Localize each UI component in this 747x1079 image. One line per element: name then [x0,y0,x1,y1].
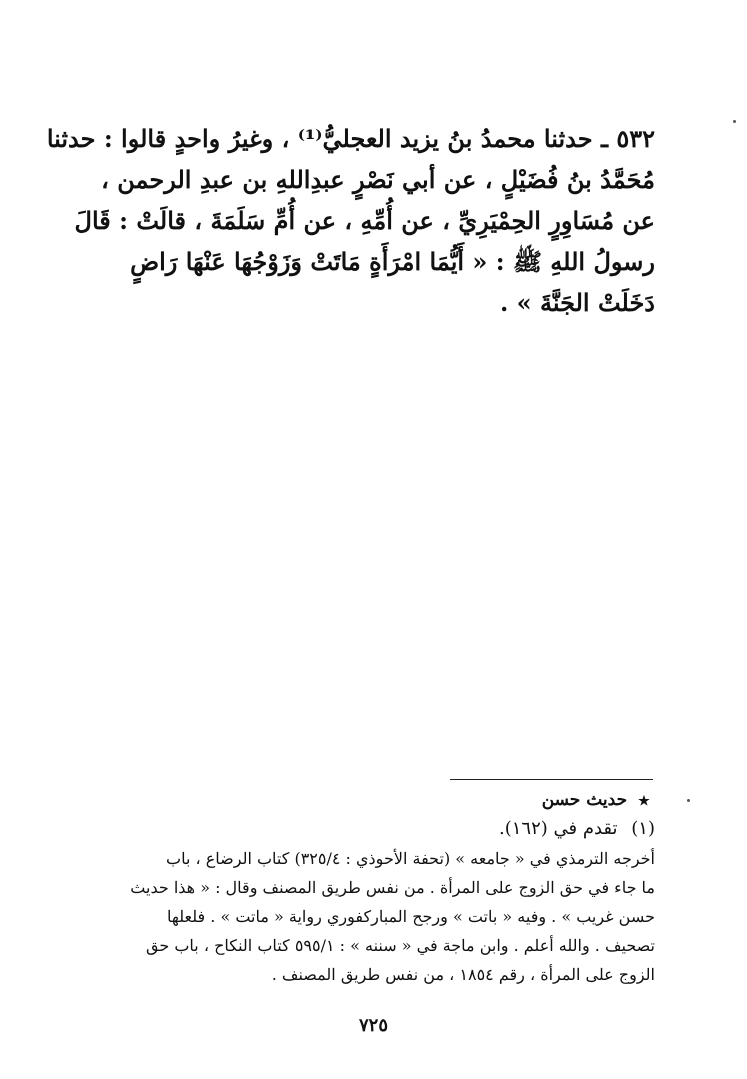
hadith-line: مُحَمَّدُ بنُ فُضَيْلٍ ، عن أبي نَصْرٍ عبدِاللهِ بن عبدِ الرحمن ، [101,165,655,194]
hadith-line: دَخَلَتْ الجَنَّةَ » . [499,288,655,317]
takhrij-line: الزوج على المرأة ، رقم ١٨٥٤ ، من نفس طريق المصنف . [271,965,655,984]
footnote-text: تقدم في (١٦٢). [498,818,618,839]
footnote-separator [450,779,653,780]
page-number: ٧٢٥ [358,1015,388,1036]
hadith-line: رسولُ اللهِ ﷺ : « أَيُّمَا امْرَأَةٍ مَاتَتْ وَزَوْجُهَا عَنْهَا رَاضٍ [130,247,655,276]
takhrij-text [100,844,655,989]
hadith-grade [100,787,655,815]
hadith-line: عن مُسَاوِرٍ الحِمْيَرِيِّ ، عن أُمِّهِ ، عن أُمِّ سَلَمَةَ ، قالَتْ : قَالَ [74,206,655,235]
hadith-text [46,118,655,323]
takhrij-line: ما جاء في حق الزوج على المرأة . من نفس طريق المصنف وقال : « هذا حديث [130,878,655,897]
star-icon: ★ [638,794,650,809]
footnote [100,815,655,842]
scan-speck [733,120,736,123]
takhrij-line: تصحيف . والله أعلم . وابن ماجة في « سننه » : ٥٩٥/١ كتاب النكاح ، باب حق [146,936,655,955]
hadith-line: ٥٣٢ ـ حدثنا محمدُ بنُ يزيد العجليُّ⁽¹⁾ ، وغيرُ واحدٍ قالوا : حدثنا [46,124,655,153]
scan-speck [687,799,690,802]
footnotes [100,787,655,989]
grade-label: حديث حسن [541,790,628,810]
takhrij-line: حسن غريب » . وفيه « باتت » ورجح المباركفوري رواية « ماتت » . فلعلها [166,907,655,926]
takhrij-line: أخرجه الترمذي في « جامعه » (تحفة الأحوذي : ٣٢٥/٤) كتاب الرضاع ، باب [166,849,655,868]
footnote-number: (١) [631,818,655,839]
